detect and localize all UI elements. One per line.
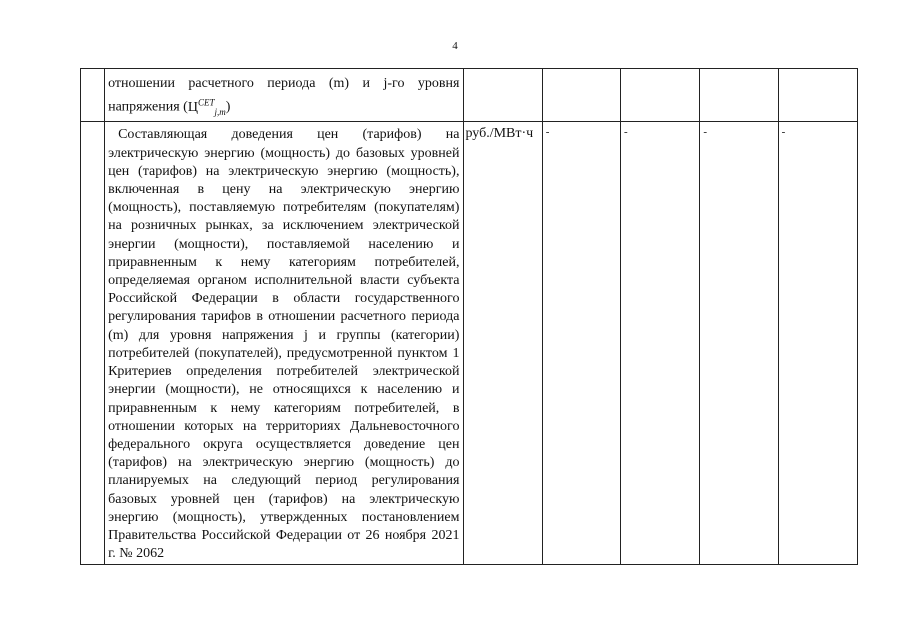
value-cell — [621, 69, 700, 122]
unit-cell — [464, 69, 542, 122]
row2-description: Составляющая доведения цен (тарифов) на электрическую энергию (мощность) до базовых уровней цен (тарифов) на электрическую энергию (мощность), включенная в цену на электрическую энергию (мощность), поставляемую потребителям (покупателям) на розничных рынках, за исключением электрической энергии (мощности), поставляемой населению и приравненным к нему категориям потребителей, определяемая органом исполнительной власти субъекта Российской Федерации в области государственного регулирования тарифов в отношении расчетного периода (m) для уровня напряжения j и группы (категории) потребителей (покупателей), предусмотренной пунктом 1 Критериев определения потребителей электрической энергии (мощности), не относящихся к населению и приравненным к нему категориям потребителей, в отношении которых на территориях Дальневосточного федерального округа осуществляется доведение цен (тарифов) на электрическую энергию (мощность) до планируемых на следующий период регулирования базовых уровней цен (тарифов) на электрическую энергию (мощность), утвержденных постановлением Правительства Российской Федерации от 26 ноября 2021 г. № 2062 — [108, 127, 460, 562]
unit-cell — [464, 122, 542, 565]
value-cell — [778, 122, 857, 565]
value-cell — [621, 122, 700, 565]
unit-label: руб./МВт·ч — [465, 126, 534, 142]
table-row — [81, 122, 858, 565]
document-table — [80, 68, 858, 565]
tariff-symbol: $Ц^{СЕТ}_{j,m}$ — [187, 97, 226, 117]
value-cell — [700, 122, 778, 565]
value-dash: - — [703, 126, 708, 139]
description-cell — [105, 122, 464, 565]
page-number: 4 — [452, 40, 458, 52]
value-dash: - — [781, 126, 786, 139]
row-number-cell — [81, 122, 105, 565]
value-dash: - — [624, 126, 628, 139]
value-cell — [700, 69, 778, 122]
value-cell — [778, 69, 857, 122]
value-dash: - — [545, 126, 550, 139]
row-number-cell — [81, 69, 105, 122]
value-cell — [542, 122, 620, 565]
row1-text: отношении расчетного периода (m) и j-го уровня напряжения $(Ц^{СЕТ}_{j,m})$ — [108, 76, 460, 117]
description-cell — [105, 69, 464, 122]
value-cell — [542, 69, 620, 122]
table-row — [81, 69, 858, 122]
